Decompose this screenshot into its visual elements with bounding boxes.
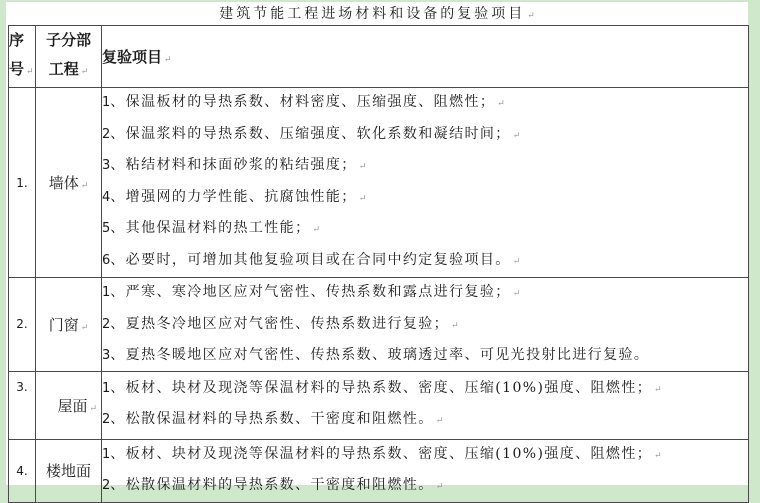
item-number: 3 bbox=[102, 348, 111, 363]
paragraph-mark-icon: ↵ bbox=[451, 320, 459, 331]
list-item bbox=[102, 405, 748, 436]
paragraph-mark-icon: ↵ bbox=[89, 403, 97, 414]
item-number: 5 bbox=[102, 221, 111, 236]
header-sub-line2 bbox=[36, 55, 101, 87]
paragraph-mark-icon: ↵ bbox=[80, 181, 89, 191]
table-row-floor bbox=[9, 439, 749, 502]
item-text: 、保温板材的导热系数、材料密度、压缩强度、阻燃性； bbox=[110, 94, 496, 110]
item-text: 、保温浆料的导热系数、压缩强度、软化系数和凝结时间； bbox=[110, 125, 511, 142]
item-number: 2 bbox=[102, 316, 111, 332]
paragraph-mark-icon: ↵ bbox=[312, 225, 321, 235]
item-text: 、松散保温材料的导热系数、干密度和阻燃性。 bbox=[110, 411, 434, 427]
sub-project-name: 墙体 bbox=[48, 174, 79, 192]
header-serial-line2 bbox=[9, 55, 35, 87]
list-item bbox=[102, 151, 748, 183]
table-row-doors-windows bbox=[9, 278, 749, 372]
sub-project-cell bbox=[36, 439, 102, 502]
row-number: 1. bbox=[9, 88, 36, 278]
item-number: 2 bbox=[102, 412, 111, 427]
item-text: 、增强网的力学性能、抗腐蚀性能； bbox=[110, 188, 357, 205]
list-item bbox=[102, 341, 748, 371]
paragraph-mark-icon: ↵ bbox=[512, 130, 521, 141]
item-text: 、严寒、寒冷地区应对气密性、传热系数和露点进行复验； bbox=[110, 284, 511, 300]
retest-items-cell bbox=[102, 88, 749, 278]
item-text: 、板材、块材及现浇等保温材料的导热系数、密度、压缩(10%)强度、阻燃性； bbox=[110, 380, 653, 396]
row-number: 2. bbox=[9, 278, 36, 372]
header-serial-line2-text: 号 bbox=[9, 60, 25, 78]
table-header-row bbox=[9, 26, 749, 88]
document-page bbox=[6, 2, 748, 493]
item-number: 1 bbox=[102, 446, 111, 462]
item-number: 1 bbox=[102, 381, 111, 396]
paragraph-mark-icon: ↵ bbox=[80, 322, 89, 333]
sub-project-name: 门窗 bbox=[48, 315, 79, 334]
list-item bbox=[102, 246, 748, 278]
list-item bbox=[102, 471, 748, 502]
item-text: 、松散保温材料的导热系数、干密度和阻燃性。 bbox=[110, 476, 434, 493]
item-number: 1 bbox=[102, 285, 111, 300]
paragraph-mark-icon: ↵ bbox=[654, 385, 662, 395]
table-row-roof bbox=[9, 371, 749, 439]
list-item bbox=[102, 278, 748, 310]
paragraph-mark-icon: ↵ bbox=[358, 162, 367, 172]
sub-project-name: 屋面 bbox=[57, 396, 88, 415]
paragraph-mark-icon: ↵ bbox=[497, 99, 505, 109]
item-number: 1 bbox=[102, 95, 111, 110]
header-serial-number bbox=[9, 26, 36, 88]
header-retest-items bbox=[102, 26, 749, 88]
item-number: 3 bbox=[102, 158, 111, 173]
item-text: 、其他保温材料的热工性能； bbox=[110, 220, 311, 236]
header-serial-line1: 序 bbox=[9, 31, 25, 49]
paragraph-mark-icon: ↵ bbox=[435, 416, 444, 426]
list-item bbox=[102, 120, 748, 152]
list-item bbox=[102, 440, 748, 471]
paragraph-mark-icon: ↵ bbox=[435, 481, 444, 492]
item-number: 4 bbox=[102, 189, 111, 205]
paragraph-mark-icon: ↵ bbox=[358, 193, 367, 204]
row-number: 3. bbox=[9, 371, 36, 439]
item-text: 、板材、块材及现浇等保温材料的导热系数、密度、压缩(10%)强度、阻燃性； bbox=[110, 445, 653, 462]
sub-project-cell bbox=[36, 88, 102, 278]
paragraph-mark-icon: ↵ bbox=[26, 67, 34, 77]
sub-project-name: 楼地面 bbox=[45, 462, 91, 480]
table-row-wall bbox=[9, 88, 749, 278]
item-number: 2 bbox=[102, 477, 111, 493]
paragraph-mark-icon: ↵ bbox=[512, 289, 521, 299]
list-item bbox=[102, 88, 748, 120]
retest-items-cell bbox=[102, 371, 749, 439]
item-number: 6 bbox=[102, 252, 111, 268]
retest-items-cell bbox=[102, 439, 749, 502]
paragraph-mark-icon: ↵ bbox=[164, 55, 172, 65]
header-sub-line2-text: 工程 bbox=[48, 60, 79, 78]
sub-project-cell bbox=[36, 278, 102, 372]
list-item bbox=[102, 183, 748, 215]
document-title bbox=[6, 4, 748, 26]
list-item bbox=[102, 374, 748, 405]
document-title-text: 建筑节能工程进场材料和设备的复验项目 bbox=[219, 6, 526, 22]
paragraph-mark-icon: ↵ bbox=[80, 67, 89, 77]
header-retest-items-text: 复验项目 bbox=[102, 48, 163, 66]
sub-project-cell bbox=[36, 371, 102, 439]
item-text: 、必要时，可增加其他复验项目或在合同中约定复验项目。 bbox=[110, 251, 511, 268]
header-sub-line1: 子分部 bbox=[45, 31, 91, 49]
retest-items-table bbox=[8, 25, 749, 503]
header-sub-project bbox=[36, 26, 102, 88]
row-number: 4. bbox=[9, 439, 36, 502]
item-text: 、夏热冬冷地区应对气密性、传热系数进行复验； bbox=[110, 315, 450, 332]
paragraph-mark-icon: ↵ bbox=[654, 450, 662, 461]
item-number: 2 bbox=[102, 126, 111, 142]
list-item bbox=[102, 214, 748, 246]
paragraph-mark-icon: ↵ bbox=[527, 11, 535, 21]
item-text: 、粘结材料和抹面砂浆的粘结强度； bbox=[110, 157, 357, 173]
retest-items-cell bbox=[102, 278, 749, 372]
list-item bbox=[102, 310, 748, 342]
paragraph-mark-icon: ↵ bbox=[512, 256, 521, 267]
item-text: 、夏热冬暖地区应对气密性、传热系数、玻璃透过率、可见光投射比进行复验。 bbox=[110, 347, 650, 363]
